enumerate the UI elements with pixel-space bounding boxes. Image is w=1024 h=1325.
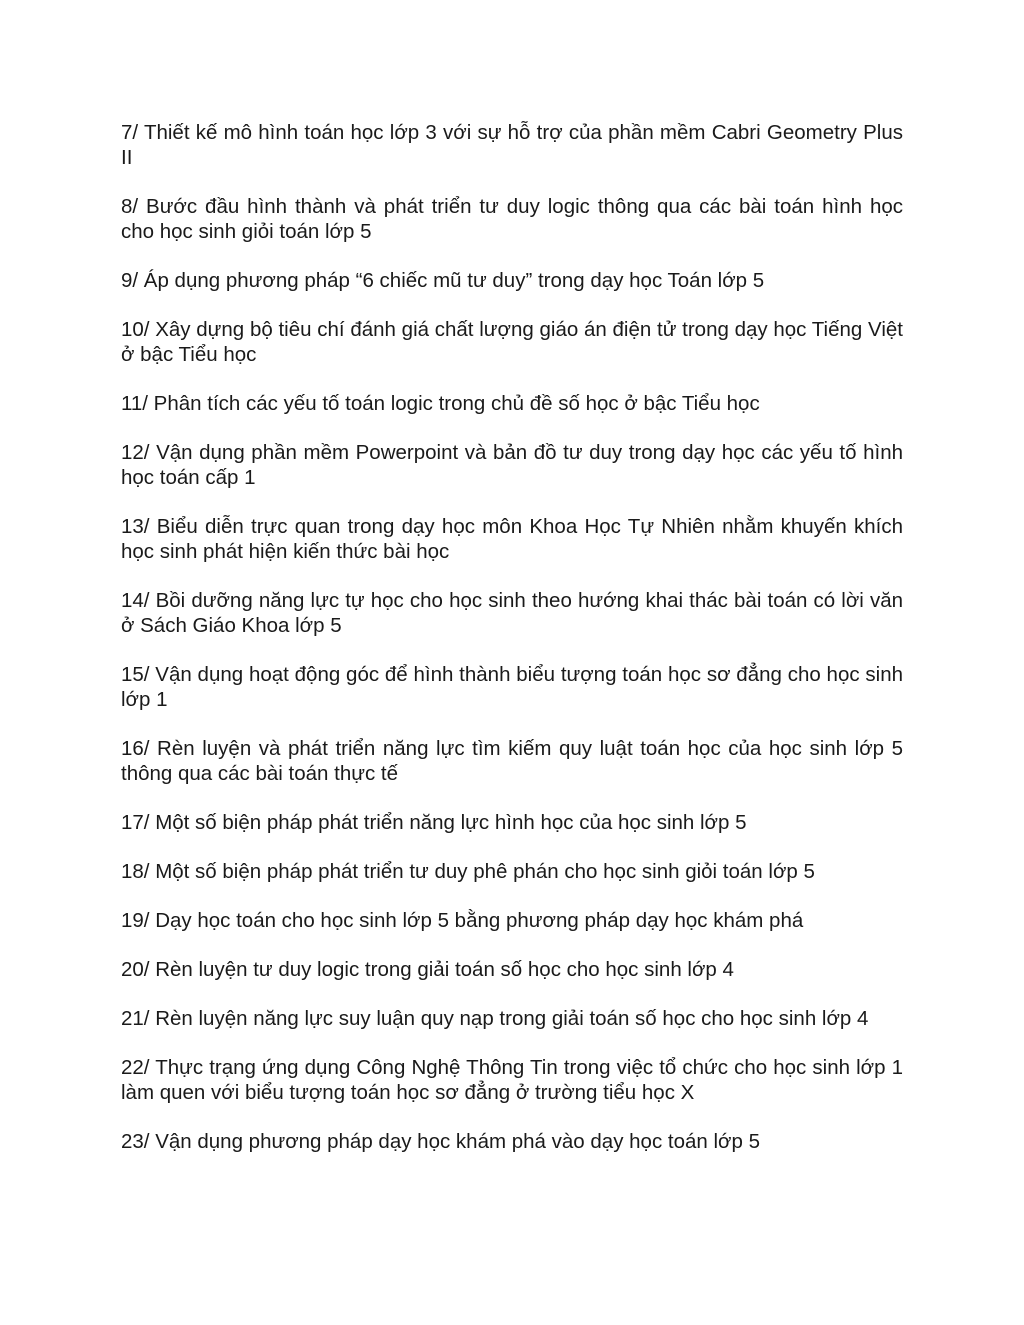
- list-item: 8/ Bước đầu hình thành và phát triển tư duy logic thông qua các bài toán hình học cho học sinh giỏi toán lớp 5: [121, 195, 903, 243]
- topic-list: [121, 120, 903, 1178]
- list-item: 18/ Một số biện pháp phát triển tư duy phê phán cho học sinh giỏi toán lớp 5: [121, 860, 815, 883]
- list-item: 7/ Thiết kế mô hình toán học lớp 3 với sự hỗ trợ của phần mềm Cabri Geometry Plus II: [121, 121, 903, 169]
- list-item: 13/ Biểu diễn trực quan trong dạy học môn Khoa Học Tự Nhiên nhằm khuyến khích học sinh phát hiện kiến thức bài học: [121, 515, 903, 563]
- list-item: 11/ Phân tích các yếu tố toán logic trong chủ đề số học ở bậc Tiểu học: [121, 392, 760, 415]
- list-item: 17/ Một số biện pháp phát triển năng lực hình học của học sinh lớp 5: [121, 811, 747, 834]
- list-item: 16/ Rèn luyện và phát triển năng lực tìm kiếm quy luật toán học của học sinh lớp 5 thông qua các bài toán thực tế: [121, 737, 903, 785]
- list-item: 15/ Vận dụng hoạt động góc để hình thành biểu tượng toán học sơ đẳng cho học sinh lớp 1: [121, 663, 903, 711]
- list-item: 22/ Thực trạng ứng dụng Công Nghệ Thông Tin trong việc tổ chức cho học sinh lớp 1 làm quen với biểu tượng toán học sơ đẳng ở trường tiểu học X: [121, 1056, 903, 1104]
- list-item: 21/ Rèn luyện năng lực suy luận quy nạp trong giải toán số học cho học sinh lớp 4: [121, 1007, 869, 1030]
- list-item: 14/ Bồi dưỡng năng lực tự học cho học sinh theo hướng khai thác bài toán có lời văn ở Sách Giáo Khoa lớp 5: [121, 589, 903, 637]
- list-item: 12/ Vận dụng phần mềm Powerpoint và bản đồ tư duy trong dạy học các yếu tố hình học toán cấp 1: [121, 441, 903, 489]
- list-item: 19/ Dạy học toán cho học sinh lớp 5 bằng phương pháp dạy học khám phá: [121, 909, 804, 932]
- list-item: 20/ Rèn luyện tư duy logic trong giải toán số học cho học sinh lớp 4: [121, 958, 734, 981]
- list-item: 10/ Xây dựng bộ tiêu chí đánh giá chất lượng giáo án điện tử trong dạy học Tiếng Việt ở bậc Tiểu học: [121, 318, 903, 366]
- list-item: 23/ Vận dụng phương pháp dạy học khám phá vào dạy học toán lớp 5: [121, 1130, 760, 1153]
- list-item: 9/ Áp dụng phương pháp “6 chiếc mũ tư duy” trong dạy học Toán lớp 5: [121, 269, 765, 292]
